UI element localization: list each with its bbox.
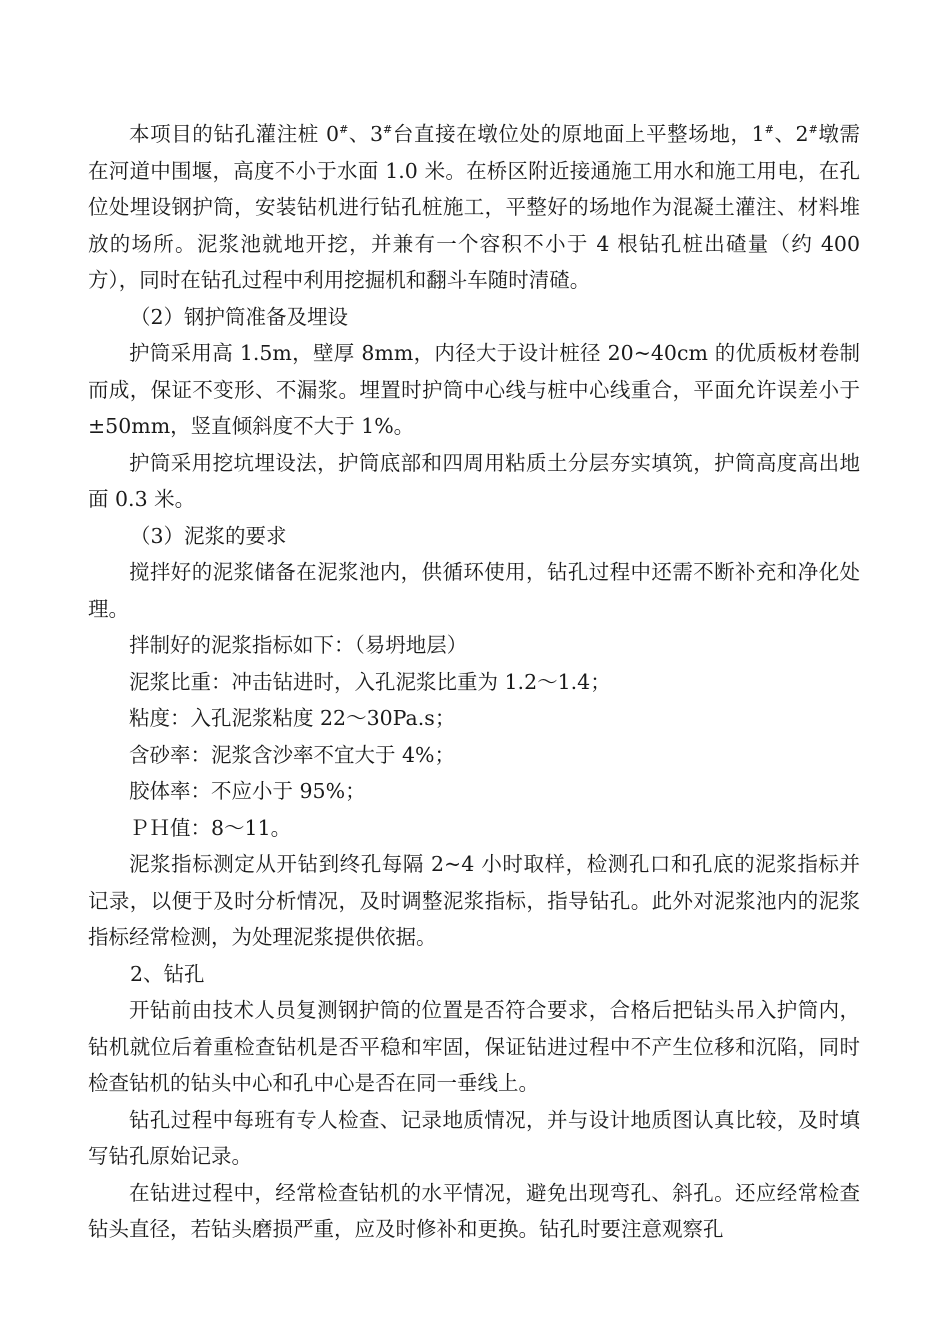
- superscript-mark: #: [383, 123, 393, 136]
- paragraph-site-preparation: [88, 116, 860, 299]
- text-run: 本项目的钻孔灌注桩 0: [129, 122, 340, 146]
- list-item-colloid-rate: 胶体率：不应小于 95%；: [129, 779, 366, 803]
- paragraph-casing-burial: 护筒采用挖坑埋设法，护筒底部和四周用粘质土分层夯实填筑，护筒高度高出地面 0.3 米。: [88, 450, 860, 511]
- superscript-mark: #: [808, 123, 818, 136]
- paragraph-mud-storage: 搅拌好的泥浆储备在泥浆池内，供循环使用，钻孔过程中还需不断补充和净化处理。: [88, 560, 860, 621]
- text-run: 墩需在河道中围堰，高度不小于水面 1.0 米。在桥区附近接通施工用水和施工用电，在孔位处埋设钢护筒，安装钻机进行钻孔桩施工，平整好的场地作为混凝土灌注、材料堆放的场所。泥浆池就地开挖，并兼有一个容积不小于 4 根钻孔桩出碴量（约 400 方），同时在钻孔过程中利用挖掘机和翻斗车随时清碴。: [88, 122, 861, 292]
- paragraph-pre-drilling-check: 开钻前由技术人员复测钢护筒的位置是否符合要求，合格后把钻头吊入护筒内，钻机就位后着重检查钻机是否平稳和牢固，保证钻进过程中不产生位移和沉陷，同时检查钻机的钻头中心和孔中心是否在同一垂线上。: [88, 998, 860, 1095]
- paragraph-mud-testing: 泥浆指标测定从开钻到终孔每隔 2~4 小时取样，检测孔口和孔底的泥浆指标并记录，以便于及时分析情况，及时调整泥浆指标，指导钻孔。此外对泥浆池内的泥浆指标经常检测，为处理泥浆提供依据。: [88, 852, 860, 949]
- superscript-mark: #: [764, 123, 774, 136]
- superscript-mark: #: [339, 123, 349, 136]
- paragraph-casing-spec: 护筒采用高 1.5m，壁厚 8mm，内径大于设计桩径 20~40cm 的优质板材卷制而成，保证不变形、不漏浆。埋置时护筒中心线与桩中心线重合，平面允许误差小于±50mm，竖直倾斜度不大于 1%。: [88, 341, 860, 438]
- document-body: [88, 116, 860, 1248]
- text-run: 、2: [773, 122, 809, 146]
- heading-drilling: 2、钻孔: [130, 961, 205, 986]
- text-run: 、3: [348, 122, 384, 146]
- paragraph-drilling-records: 钻孔过程中每班有专人检查、记录地质情况，并与设计地质图认真比较，及时填写钻孔原始记录。: [88, 1107, 860, 1168]
- list-item-sand-content: 含砂率：泥浆含沙率不宜大于 4%；: [129, 742, 456, 767]
- list-item-viscosity: 粘度：入孔泥浆粘度 22～30Pa.s；: [129, 706, 456, 730]
- paragraph-drilling-inspection: 在钻进过程中，经常检查钻机的水平情况，避免出现弯孔、斜孔。还应经常检查钻头直径，若钻头磨损严重，应及时修补和更换。钻孔时要注意观察孔: [88, 1180, 860, 1241]
- list-item-ph-value: ＰＨ值：8～11。: [129, 815, 292, 840]
- list-item-specific-gravity: 泥浆比重：冲击钻进时，入孔泥浆比重为 1.2～1.4；: [129, 669, 611, 694]
- heading-mud-requirements: （3）泥浆的要求: [130, 523, 287, 548]
- paragraph-mud-index-intro: 拌制好的泥浆指标如下：（易坍地层）: [129, 633, 468, 657]
- text-run: 台直接在墩位处的原地面上平整场地，1: [392, 122, 765, 146]
- heading-steel-casing: （2）钢护筒准备及埋设: [130, 304, 349, 329]
